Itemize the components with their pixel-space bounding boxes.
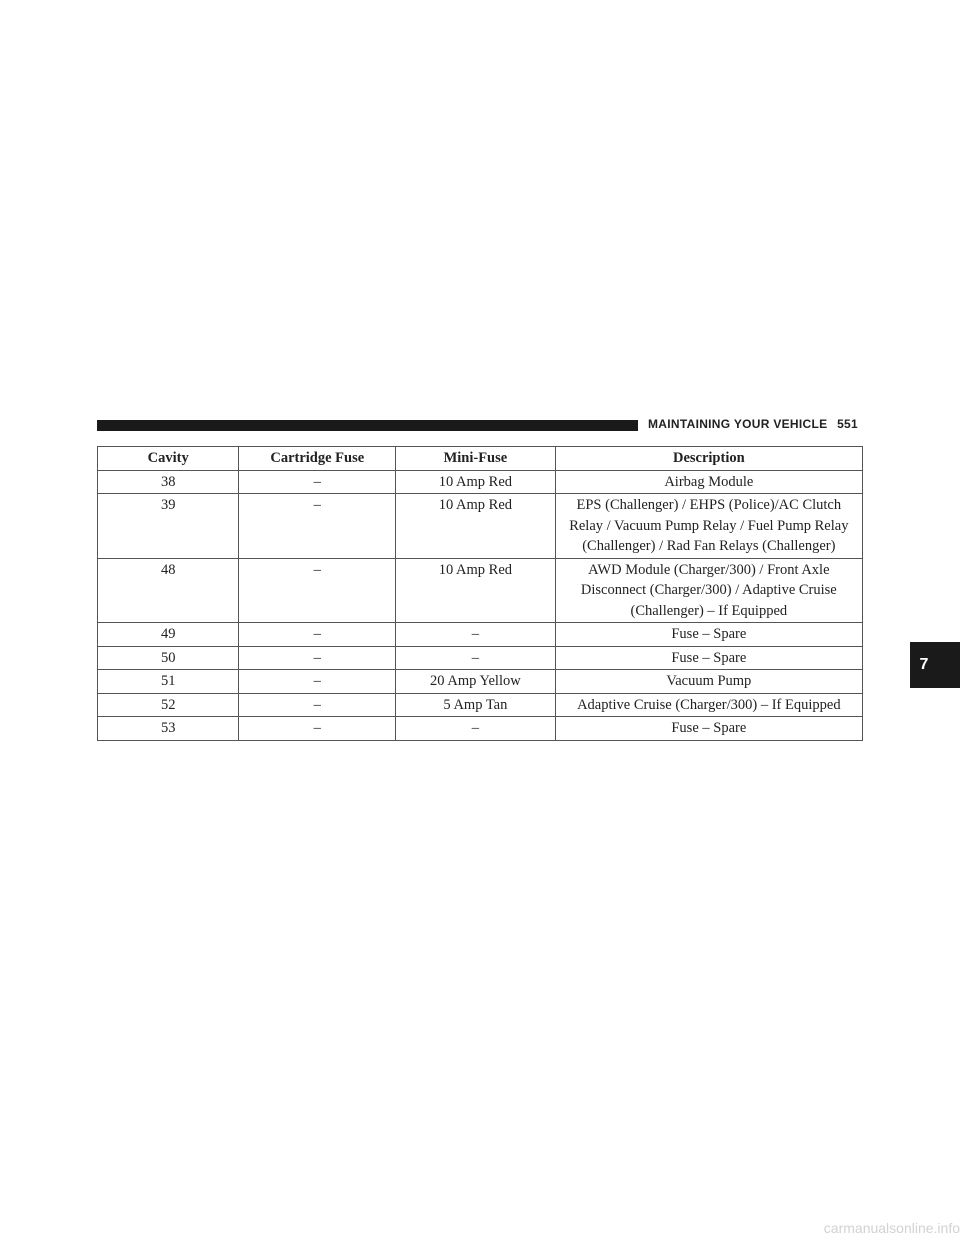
cell-cartridge-fuse: – (239, 558, 396, 623)
column-header-description: Description (555, 447, 862, 471)
table-row (98, 558, 863, 623)
page-number: 551 (837, 417, 858, 431)
cell-cavity: 52 (98, 693, 239, 717)
cell-mini-fuse: – (396, 646, 556, 670)
section-title: MAINTAINING YOUR VEHICLE (648, 417, 828, 431)
cell-cartridge-fuse: – (239, 470, 396, 494)
table-row (98, 623, 863, 647)
table-row (98, 717, 863, 741)
table-row (98, 693, 863, 717)
fuse-table (97, 446, 863, 741)
cell-description: Fuse – Spare (555, 623, 862, 647)
cell-mini-fuse: 10 Amp Red (396, 494, 556, 559)
cell-description: Vacuum Pump (555, 670, 862, 694)
watermark: carmanualsonline.info (823, 1220, 960, 1236)
table-row (98, 646, 863, 670)
cell-cavity: 53 (98, 717, 239, 741)
column-header-cartridge-fuse: Cartridge Fuse (239, 447, 396, 471)
table-row (98, 470, 863, 494)
cell-cavity: 38 (98, 470, 239, 494)
cell-mini-fuse: 10 Amp Red (396, 558, 556, 623)
column-header-cavity: Cavity (98, 447, 239, 471)
table-row (98, 670, 863, 694)
cell-description: Fuse – Spare (555, 646, 862, 670)
cell-cartridge-fuse: – (239, 623, 396, 647)
cell-cavity: 39 (98, 494, 239, 559)
cell-cavity: 48 (98, 558, 239, 623)
table-row (98, 494, 863, 559)
cell-cavity: 50 (98, 646, 239, 670)
cell-mini-fuse: 5 Amp Tan (396, 693, 556, 717)
cell-mini-fuse: 20 Amp Yellow (396, 670, 556, 694)
cell-description: Fuse – Spare (555, 717, 862, 741)
cell-cartridge-fuse: – (239, 693, 396, 717)
cell-cavity: 49 (98, 623, 239, 647)
cell-cartridge-fuse: – (239, 670, 396, 694)
cell-cartridge-fuse: – (239, 494, 396, 559)
cell-mini-fuse: 10 Amp Red (396, 470, 556, 494)
cell-cavity: 51 (98, 670, 239, 694)
cell-description: Adaptive Cruise (Charger/300) – If Equipped (555, 693, 862, 717)
cell-mini-fuse: – (396, 623, 556, 647)
cell-description: AWD Module (Charger/300) / Front Axle Disconnect (Charger/300) / Adaptive Cruise (Challenger) – If Equipped (555, 558, 862, 623)
running-header (648, 417, 868, 435)
header-rule (97, 420, 638, 431)
cell-description: Airbag Module (555, 470, 862, 494)
cell-description: EPS (Challenger) / EHPS (Police)/AC Clutch Relay / Vacuum Pump Relay / Fuel Pump Relay (Challenger) / Rad Fan Relays (Challenger) (555, 494, 862, 559)
column-header-mini-fuse: Mini-Fuse (396, 447, 556, 471)
cell-mini-fuse: – (396, 717, 556, 741)
cell-cartridge-fuse: – (239, 646, 396, 670)
chapter-tab[interactable]: 7 (910, 642, 960, 688)
cell-cartridge-fuse: – (239, 717, 396, 741)
table-header-row (98, 447, 863, 471)
